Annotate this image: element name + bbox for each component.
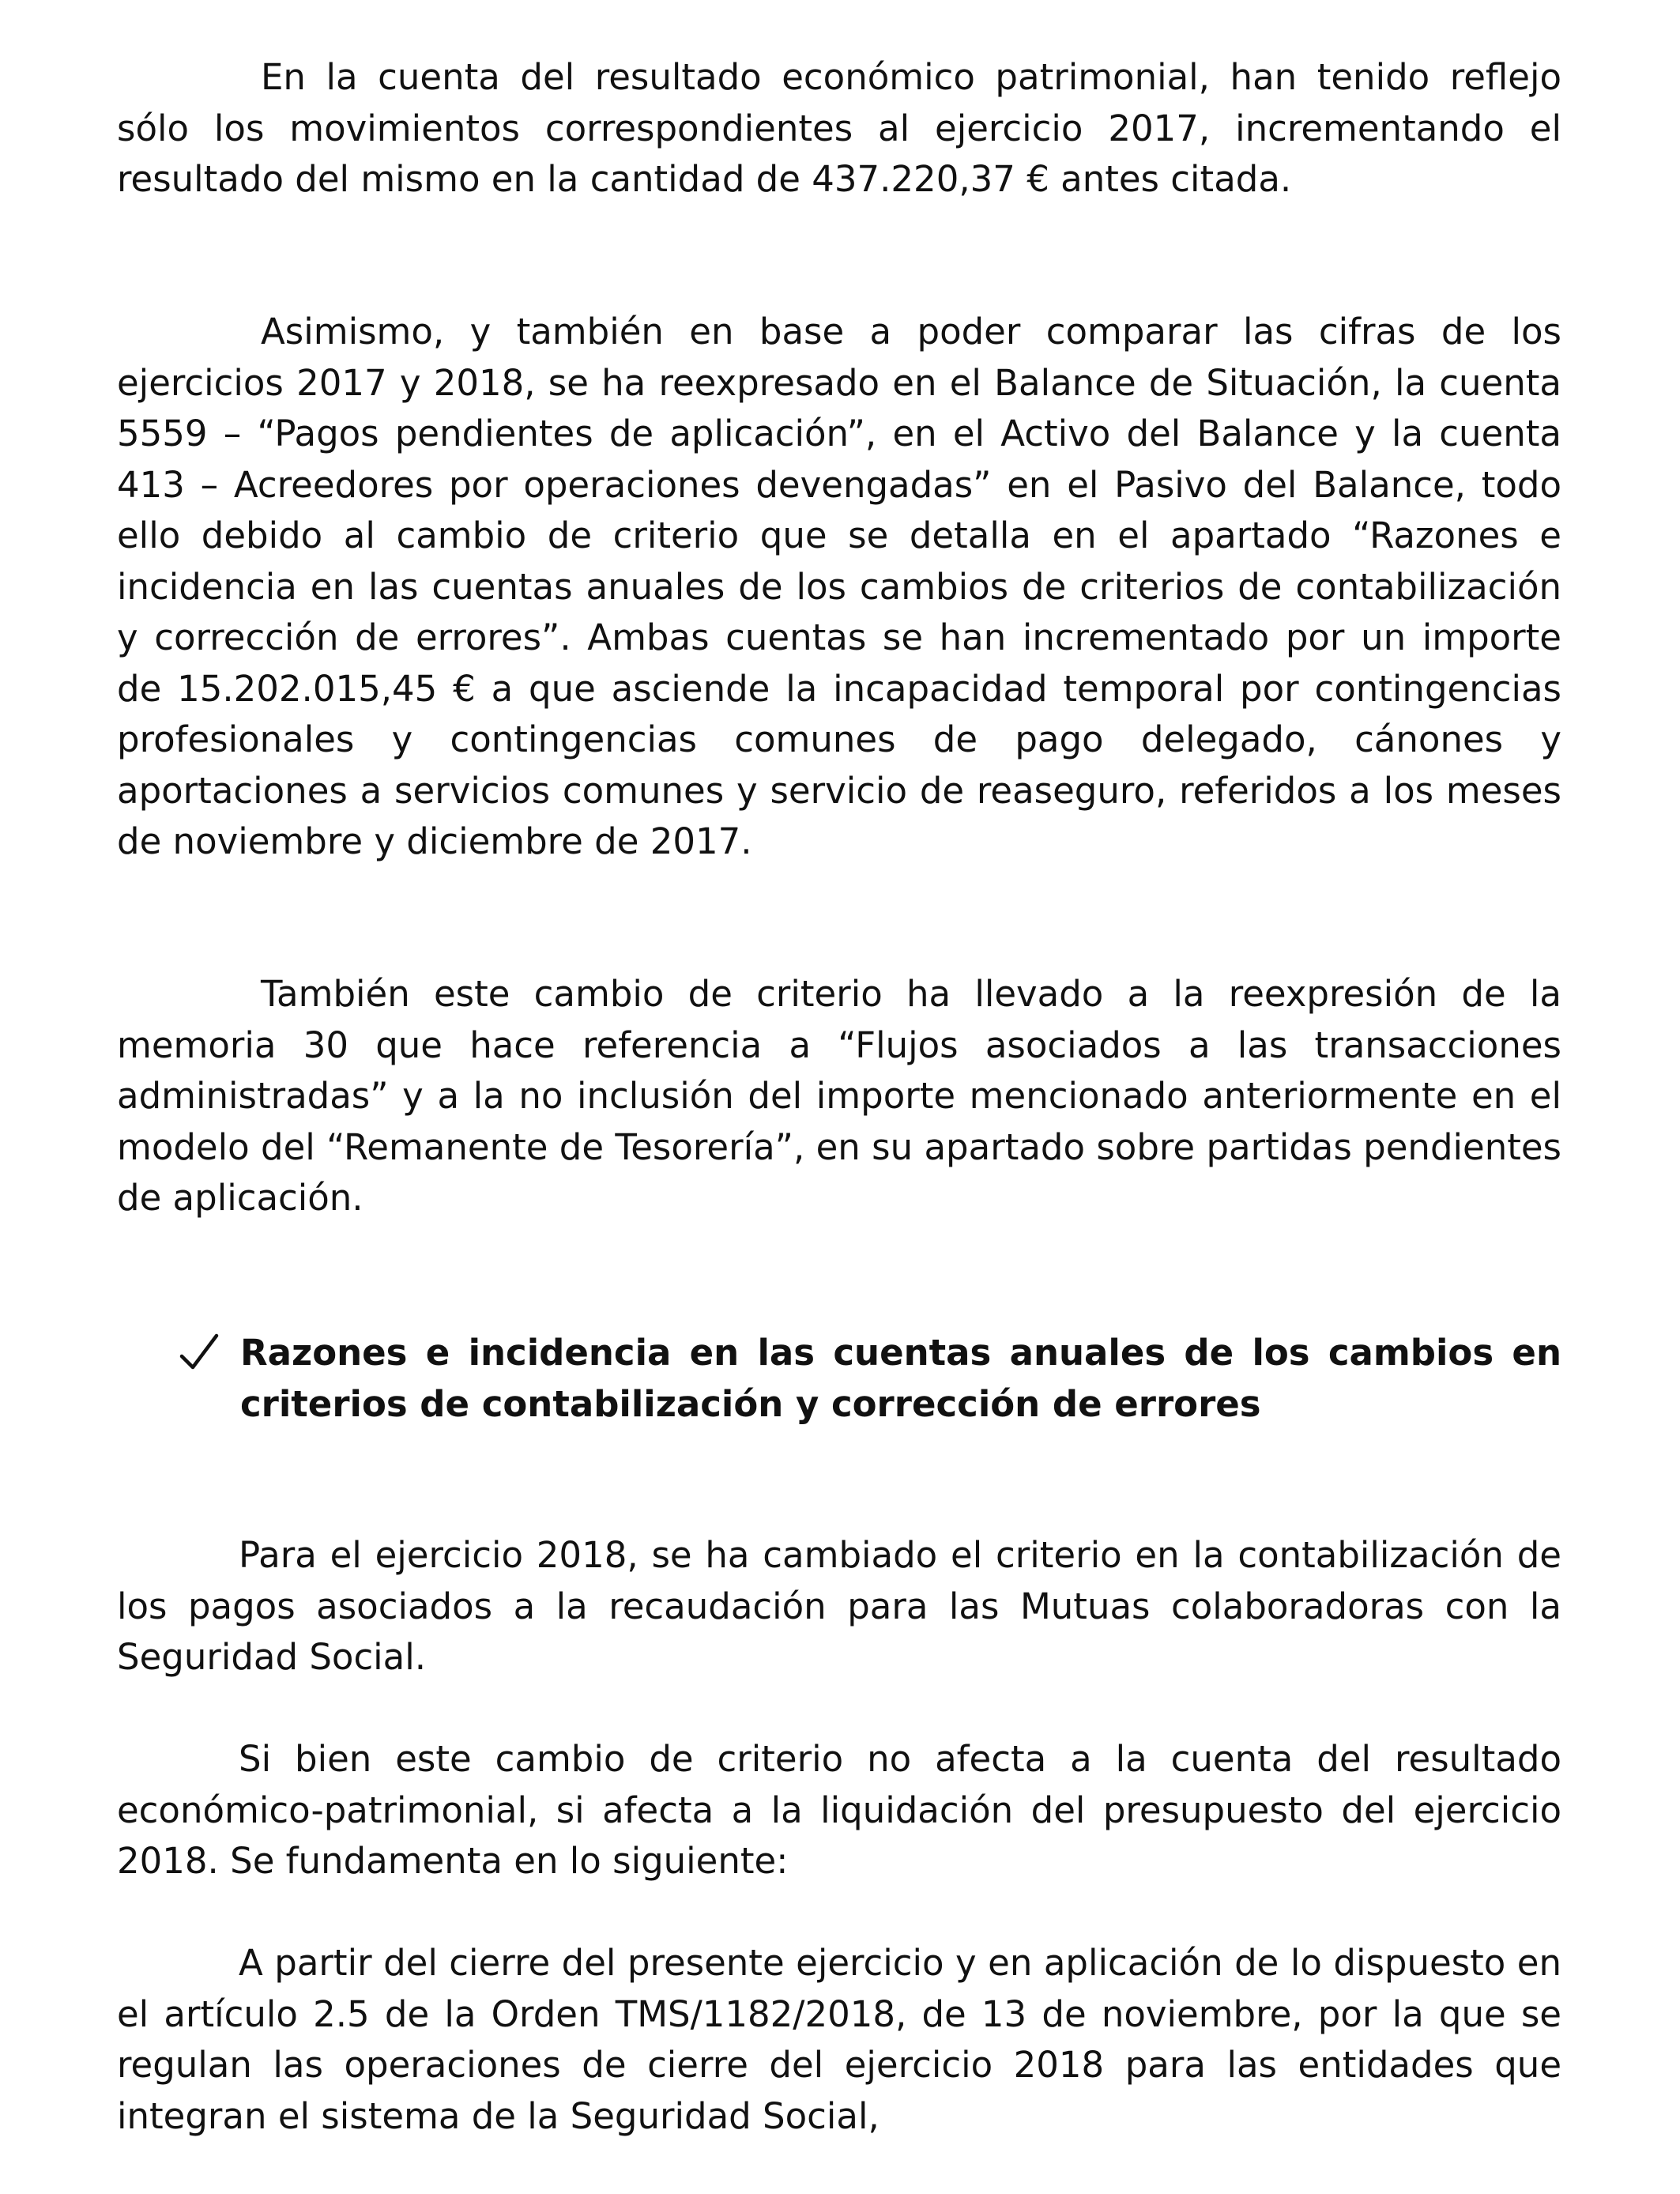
paragraph-text: También este cambio de criterio ha llevado a la reexpresión de la memoria 30 que hace referencia a “Flujos asociados a las transacciones administradas” y a la no inclusión del importe mencionado anteriormente en el modelo del “Remanente de Tesorería”, en su apartado sobre partidas pendientes de aplicación. xyxy=(117,973,1561,1219)
paragraph-text: En la cuenta del resultado económico patrimonial, han tenido reflejo sólo los movimientos correspondientes al ejercicio 2017, incrementando el resultado del mismo en la cantidad de 437.220,37 € antes citada. xyxy=(117,56,1561,200)
paragraph-reexpresion-memoria xyxy=(117,969,1561,1224)
section-heading xyxy=(175,1328,1561,1430)
paragraph-liquidacion-presupuesto xyxy=(117,1734,1561,1887)
paragraph-text: Asimismo, y también en base a poder comparar las cifras de los ejercicios 2017 y 2018, se ha reexpresado en el Balance de Situación, la cuenta 5559 – “Pagos pendientes de aplicación”, en el Activo del Balance y la cuenta 413 – Acreedores por operaciones devengadas” en el Pasivo del Balance, todo ello debido al cambio de criterio que se detalla en el apartado “Razones e incidencia en las cuentas anuales de los cambios de criterios de contabilización y corrección de errores”. Ambas cuentas se han incrementado por un importe de 15.202.015,45 € a que asciende la incapacidad temporal por contingencias profesionales y contingencias comunes de pago delegado, cánones y aportaciones a servicios comunes y servicio de reaseguro, referidos a los meses de noviembre y diciembre de 2017. xyxy=(117,311,1561,862)
paragraph-orden-tms xyxy=(117,1938,1561,2142)
paragraph-reexpresion-balance xyxy=(117,307,1561,868)
checkmark-icon xyxy=(175,1328,224,1378)
paragraph-text: Si bien este cambio de criterio no afecta a la cuenta del resultado económico-patrimonial, si afecta a la liquidación del presupuesto del ejercicio 2018. Se fundamenta en lo siguiente: xyxy=(117,1738,1561,1882)
paragraph-text: A partir del cierre del presente ejercicio y en aplicación de lo dispuesto en el artículo 2.5 de la Orden TMS/1182/2018, de 13 de noviembre, por la que se regulan las operaciones de cierre del ejercicio 2018 para las entidades que integran el sistema de la Seguridad Social, xyxy=(117,1942,1561,2137)
paragraph-text: Para el ejercicio 2018, se ha cambiado el criterio en la contabilización de los pagos asociados a la recaudación para las Mutuas colaboradoras con la Seguridad Social. xyxy=(117,1534,1561,1678)
paragraph-resultado-economico xyxy=(117,52,1561,205)
paragraph-cambio-criterio xyxy=(117,1530,1561,1683)
section-heading-text: Razones e incidencia en las cuentas anuales de los cambios en criterios de contabilización y corrección de errores xyxy=(240,1332,1561,1425)
